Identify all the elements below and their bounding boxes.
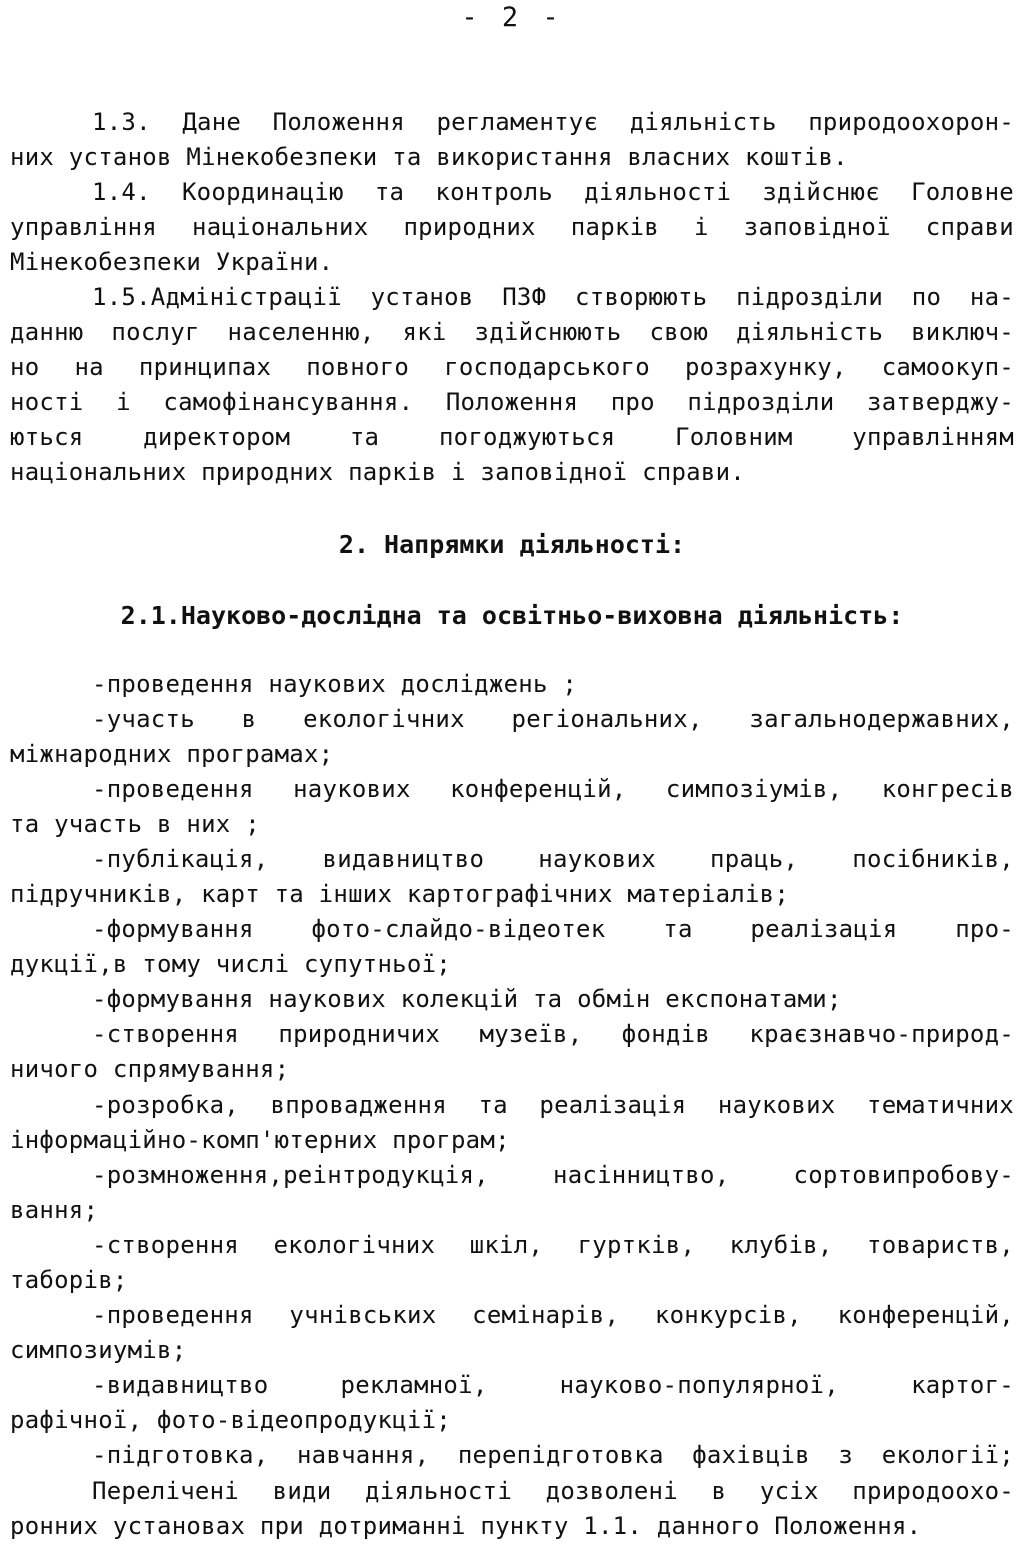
list-item-line: -участь в екологічних регіональних, загальнодержавних, bbox=[92, 705, 1014, 733]
list-item-line: -створення екологічних шкіл, гуртків, клубів, товариств, bbox=[92, 1231, 1014, 1259]
paragraph-line: 1.4. Координацію та контроль діяльності здійснює Головне bbox=[92, 178, 1014, 206]
list-item-line: вання; bbox=[10, 1196, 99, 1224]
list-item-line: -створення природничих музеїв, фондів краєзнавчо-природ- bbox=[92, 1020, 1014, 1048]
list-item-line: ничого спрямування; bbox=[10, 1055, 290, 1083]
list-item-line: -проведення наукових конференцій, симпозіумів, конгресів bbox=[92, 775, 1014, 803]
paragraph-line: ються директором та погоджуються Головним управлінням bbox=[10, 423, 1014, 451]
paragraph-line: них установ Мінекобезпеки та використання власних коштів. bbox=[10, 143, 848, 171]
list-item-line: -публікація, видавництво наукових праць, посібників, bbox=[92, 845, 1014, 873]
page-number: - 2 - bbox=[461, 2, 563, 33]
list-item-line: -розмноження,реінтродукція, насінництво, сортовипробову- bbox=[92, 1161, 1014, 1189]
subsection-heading: 2.1.Науково-дослідна та освітньо-виховна діяльність: bbox=[120, 601, 904, 630]
paragraph-line: ності і самофінансування. Положення про підрозділи затверджу- bbox=[10, 388, 1014, 416]
list-item-line: інформаційно-комп'ютерних програм; bbox=[10, 1126, 510, 1154]
paragraph-line: данню послуг населенню, які здійснюють свою діяльність виключ- bbox=[10, 318, 1014, 346]
list-item-line: -розробка, впровадження та реалізація наукових тематичних bbox=[92, 1091, 1014, 1119]
paragraph-line: но на принципах повного господарського розрахунку, самоокуп- bbox=[10, 353, 1014, 381]
list-item-line: -проведення учнівських семінарів, конкурсів, конференцій, bbox=[92, 1301, 1014, 1329]
list-item-line: підручників, карт та інших картографічних матеріалів; bbox=[10, 880, 790, 908]
paragraph-line: Перелічені види діяльності дозволені в усіх природоохо- bbox=[92, 1477, 1014, 1505]
list-item-line: рафічної, фото-відеопродукції; bbox=[10, 1406, 451, 1434]
paragraph-line: управління національних природних парків і заповідної справи bbox=[10, 213, 1014, 241]
paragraph-line: ронних установах при дотриманні пункту 1.1. данного Положення. bbox=[10, 1512, 922, 1540]
list-item-line: -формування фото-слайдо-відеотек та реалізація про- bbox=[92, 915, 1014, 943]
paragraph-line: 1.5.Адміністрації установ ПЗФ створюють підрозділи по на- bbox=[92, 283, 1014, 311]
list-item-line: -підготовка, навчання, перепідготовка фахівців з екології; bbox=[92, 1441, 1014, 1469]
list-item-line: таборів; bbox=[10, 1266, 128, 1294]
section-heading: 2. Напрямки діяльності: bbox=[338, 530, 686, 559]
list-item-line: симпозиумів; bbox=[10, 1336, 187, 1364]
list-item-line: міжнародних програмах; bbox=[10, 740, 334, 768]
list-item-line: та участь в них ; bbox=[10, 810, 260, 838]
list-item-line: -видавництво рекламної, науково-популярної, картог- bbox=[92, 1371, 1014, 1399]
paragraph-line: національних природних парків і заповідної справи. bbox=[10, 458, 745, 486]
paragraph-line: Мінекобезпеки України. bbox=[10, 248, 334, 276]
list-item-line: -проведення наукових досліджень ; bbox=[92, 670, 578, 698]
paragraph-line: 1.3. Дане Положення регламентує діяльність природоохорон- bbox=[92, 108, 1014, 136]
list-item-line: -формування наукових колекцій та обмін експонатами; bbox=[92, 985, 842, 1013]
list-item-line: дукції,в тому числі супутньої; bbox=[10, 950, 451, 978]
